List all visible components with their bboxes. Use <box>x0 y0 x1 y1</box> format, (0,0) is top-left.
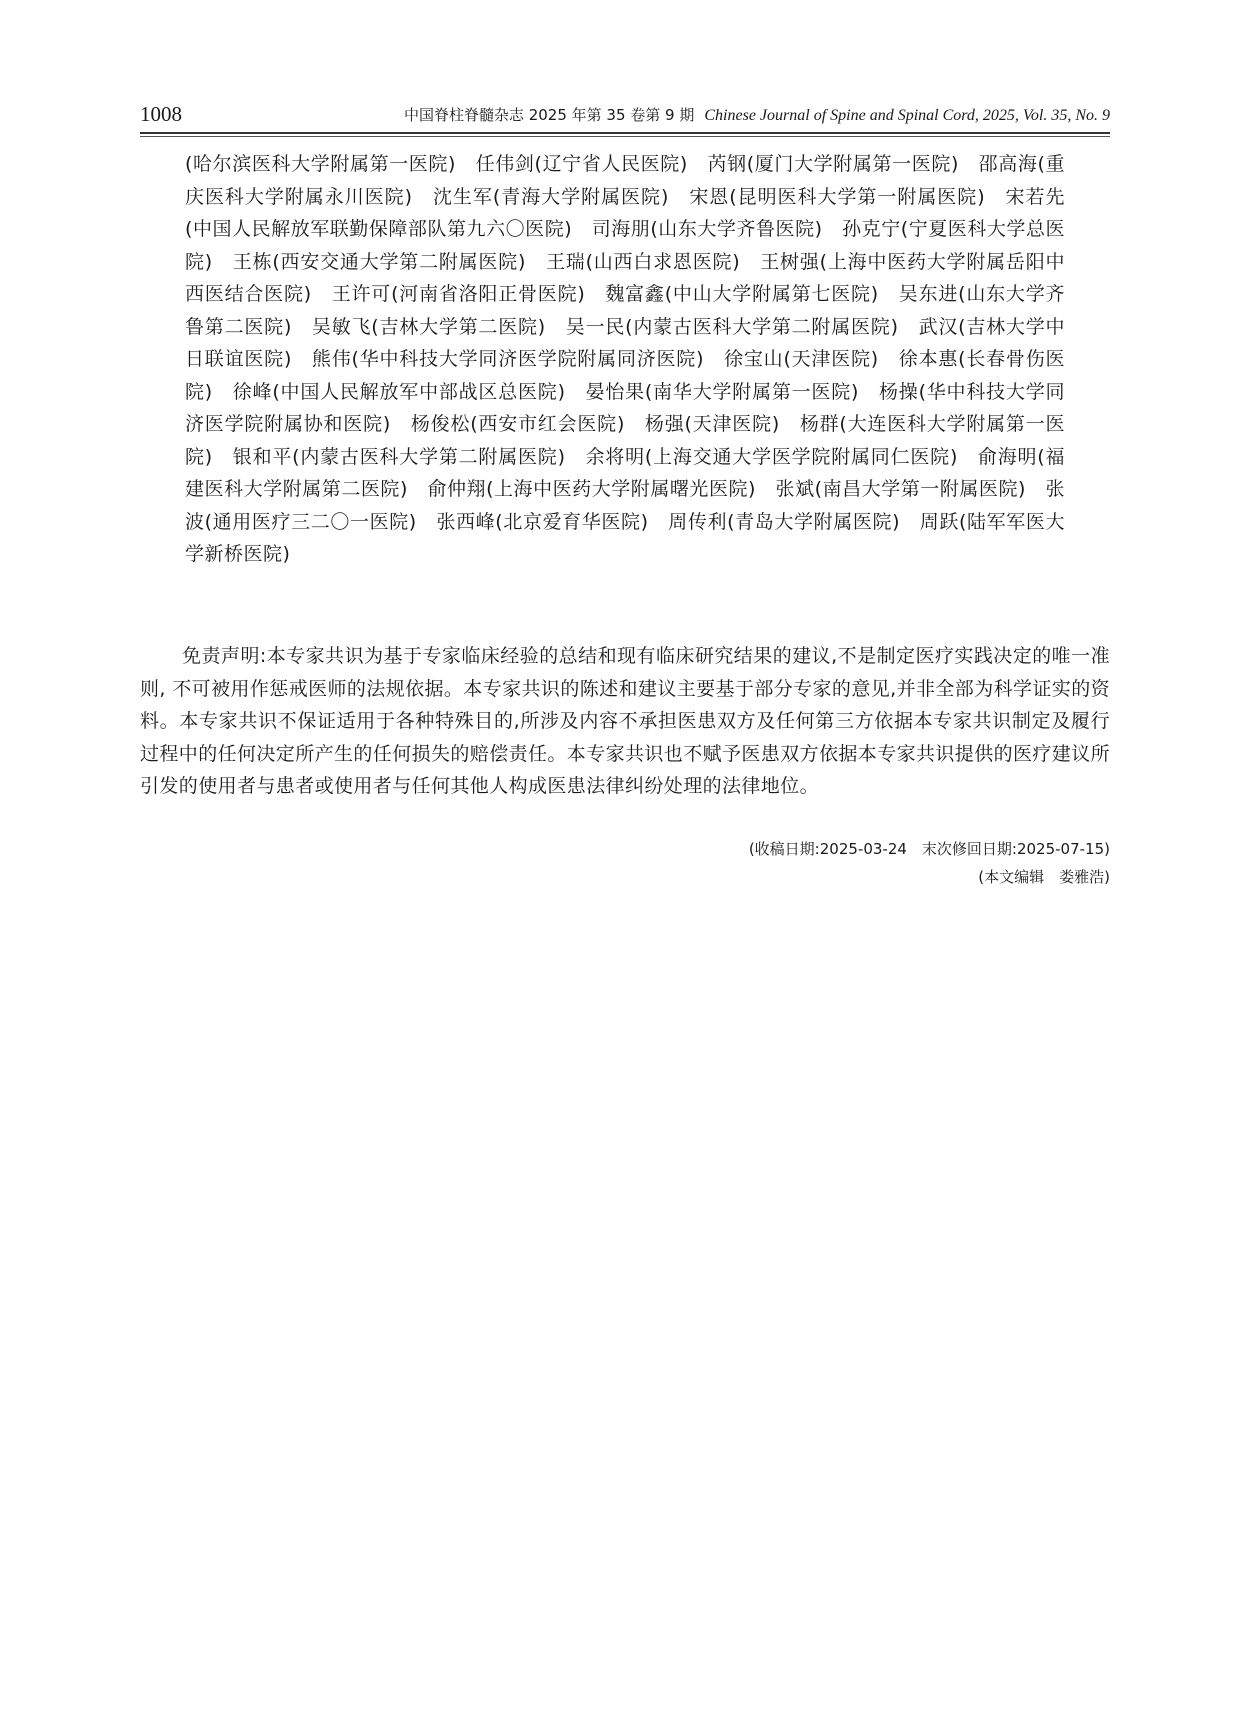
committee-member-list: (哈尔滨医科大学附属第一医院) 任伟剑(辽宁省人民医院) 芮钢(厦门大学附属第一医院) 邵高海(重庆医科大学附属永川医院) 沈生军(青海大学附属医院) 宋恩(昆明医科大学第一附属医院) 宋若先(中国人民解放军联勤保障部队第九六〇医院) 司海朋(山东大学齐鲁医院) 孙克宁(宁夏医科大学总医院) 王栋(西安交通大学第二附属医院) 王瑞(山西白求恩医院) 王树强(上海中医药大学附属岳阳中西医结合医院) 王许可(河南省洛阳正骨医院) 魏富鑫(中山大学附属第七医院) 吴东进(山东大学齐鲁第二医院) 吴敏飞(吉林大学第二医院) 吴一民(内蒙古医科大学第二附属医院) 武汉(吉林大学中日联谊医院) 熊伟(华中科技大学同济医学院附属同济医院) 徐宝山(天津医院) 徐本惠(长春骨伤医院) 徐峰(中国人民解放军中部战区总医院) 晏怡果(南华大学附属第一医院) 杨操(华中科技大学同济医学院附属协和医院) 杨俊松(西安市红会医院) 杨强(天津医院) 杨群(大连医科大学附属第一医院) 银和平(内蒙古医科大学第二附属医院) 余将明(上海交通大学医学院附属同仁医院) 俞海明(福建医科大学附属第二医院) 俞仲翔(上海中医药大学附属曙光医院) 张斌(南昌大学第一附属医院) 张波(通用医疗三二〇一医院) 张西峰(北京爱育华医院) 周传利(青岛大学附属医院) 周跃(陆军军医大学新桥医院) <box>185 153 1065 565</box>
article-editor: (本文编辑 娄雅浩) <box>978 868 1110 886</box>
disclaimer-paragraph <box>140 640 1110 803</box>
page-number: 1008 <box>140 102 182 126</box>
disclaimer-text: 免责声明:本专家共识为基于专家临床经验的总结和现有临床研究结果的建议,不是制定医疗实践决定的唯一准则, 不可被用作惩戒医师的法规依据。本专家共识的陈述和建议主要基于部分专家的意见,并非全部为科学证实的资料。本专家共识不保证适用于各种特殊目的,所涉及内容不承担医患双方及任何第三方依据本专家共识制定及履行过程中的任何决定所产生的任何损失的赔偿责任。本专家共识也不赋予医患双方依据本专家共识提供的医疗建议所引发的使用者与患者或使用者与任何其他人构成医患法律纠纷处理的法律地位。 <box>140 645 1111 797</box>
header-rule-thick <box>140 132 1110 134</box>
header-rule-thin <box>140 136 1110 137</box>
running-header <box>140 100 1110 132</box>
journal-title-cn: 中国脊柱脊髓杂志 2025 年第 35 卷第 9 期 <box>403 106 695 124</box>
journal-title-en: Chinese Journal of Spine and Spinal Cord, 2025, Vol. 35, No. 9 <box>704 107 1110 124</box>
journal-citation <box>404 104 1110 125</box>
received-revised-dates: (收稿日期:2025-03-24 末次修回日期:2025-07-15) <box>748 840 1110 858</box>
